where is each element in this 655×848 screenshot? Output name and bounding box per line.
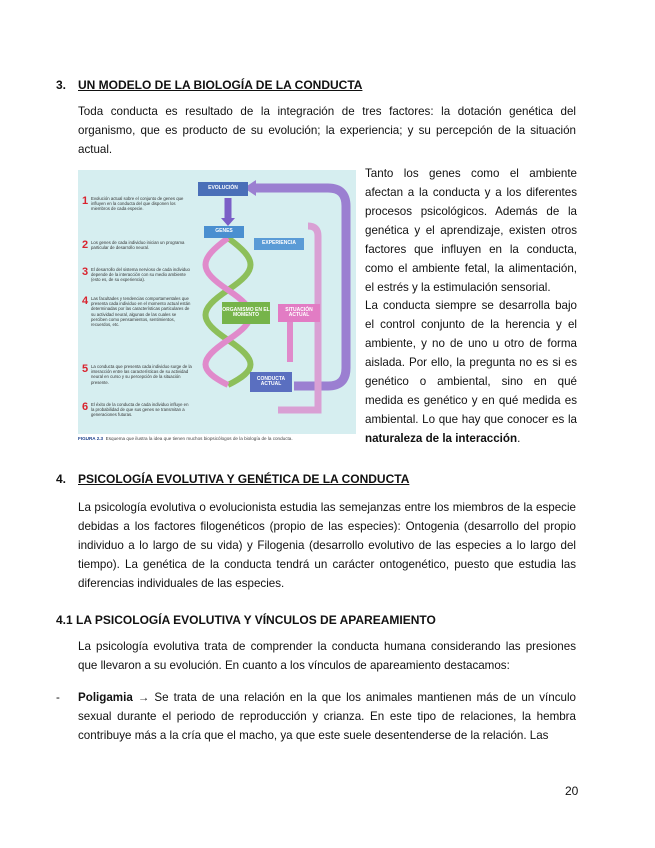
biology-of-behavior-figure bbox=[78, 170, 356, 434]
figure-item-3: 3 El desarrollo del sistema nervioso de cada individuo depende de la interacción con su medio ambiente (esto es, de su experiencia). bbox=[82, 266, 190, 283]
section-3-intro: Toda conducta es resultado de la integración de tres factores: la dotación genética del organismo, que es producto de su evolución; la experiencia; y su percepción de la situación actual. bbox=[78, 105, 576, 156]
section-3-number: 3. bbox=[56, 78, 67, 92]
section-4-body: La psicología evolutiva o evolucionista estudia las semejanzas entre los miembros de la especie debidas a los factores filogenéticos (propio de las especies): Ontogenia (desarrollo del propio individuo a lo largo de su vida) y Filogenia (desarrollo evolutivo de las especies a lo largo del tiempo). La genética de la conducta tendrá un carácter ontogenético, puesto que estudia las diferencias individuales de las especies. bbox=[78, 501, 576, 590]
figure-item-1: 1 Evolución actual sobre el conjunto de genes que influyen en la conducta del que disponen los miembros de cada especie. bbox=[82, 195, 184, 212]
section-4-number: 4. bbox=[56, 472, 67, 486]
section-4-1-body: La psicología evolutiva trata de comprender la conducta humana considerando las presiones que llevaron a su evolución. En cuanto a los vínculos de apareamiento destacamos: bbox=[78, 640, 576, 672]
evolution-genes-arrowhead bbox=[221, 218, 235, 226]
box-situacion: SITUACIÓN ACTUAL bbox=[278, 304, 320, 322]
section-4-1-title: 4.1 LA PSICOLOGÍA EVOLUTIVA Y VÍNCULOS DE APAREAMIENTO bbox=[56, 613, 436, 627]
section-3-title: UN MODELO DE LA BIOLOGÍA DE LA CONDUCTA bbox=[78, 78, 363, 92]
bullet-marker: - bbox=[56, 691, 60, 704]
feedback-arrow bbox=[256, 188, 346, 386]
bullet-poligamia: Poligamia → Se trata de una relación en la que los animales mantienen más de un vínculo sexual durante el periodo de reproducción y crianza. En este tipo de relaciones, la hembra contribuye más a la cría que el macho, ya que este suele desentenderse de la relación. Las bbox=[78, 691, 576, 742]
figure-item-6: 6 El éxito de la conducta de cada individuo influye en la probabilidad de que sus genes se transmitan a generaciones futuras. bbox=[82, 401, 189, 418]
figure-arrows bbox=[78, 170, 356, 434]
figure-item-2: 2 Los genes de cada individuo inician un programa particular de desarrollo neural. bbox=[82, 239, 185, 251]
figure-item-4: 4 Las facultades y tendencias comportamentales que presenta cada individuo en el momento actual están determinadas por las características particulares de su actividad neural, algunas de las cuales se perciben como pensamientos, sentimientos, recuerdos, etc. bbox=[82, 295, 191, 328]
box-experiencia: EXPERIENCIA bbox=[254, 238, 304, 250]
section-3-side-paragraph-1: Tanto los genes como el ambiente afectan a la conducta y a los diferentes procesos psicológicos. Además de la genética y el aprendizaje, existen otros factores que influyen en la conducta, como el ambiente fetal, la alimentación, el estrés y la estimulación sensorial. bbox=[365, 167, 577, 294]
box-evolucion: EVOLUCIÓN bbox=[198, 182, 248, 196]
figure-item-5: 5 La conducta que presenta cada individuo surge de la interacción entre las características de su actividad neural en curso y su percepción de la situación presente. bbox=[82, 363, 192, 385]
page-number: 20 bbox=[565, 784, 579, 798]
box-organismo: ORGANISMO EN EL MOMENTO bbox=[222, 302, 270, 324]
figure-caption: FIGURA 2.3 Esquema que ilustra la idea que tienen muchos biopsicólogos de la biología de la conducta. bbox=[78, 436, 293, 441]
section-3-side-paragraph-2: La conducta siempre se desarrolla bajo el control conjunto de la herencia y el ambiente, y no de uno u otro de forma aislada. Por ello, la pregunta no es si es genético o ambiental, sino en qué medida es genético y en qué medida es ambiental. Lo que hay que conocer es la naturaleza de la interacción. bbox=[365, 299, 577, 445]
box-genes: GENES bbox=[204, 226, 244, 238]
section-4-title: PSICOLOGÍA EVOLUTIVA Y GENÉTICA DE LA CONDUCTA bbox=[78, 472, 410, 486]
box-conducta: CONDUCTA ACTUAL bbox=[250, 372, 292, 392]
